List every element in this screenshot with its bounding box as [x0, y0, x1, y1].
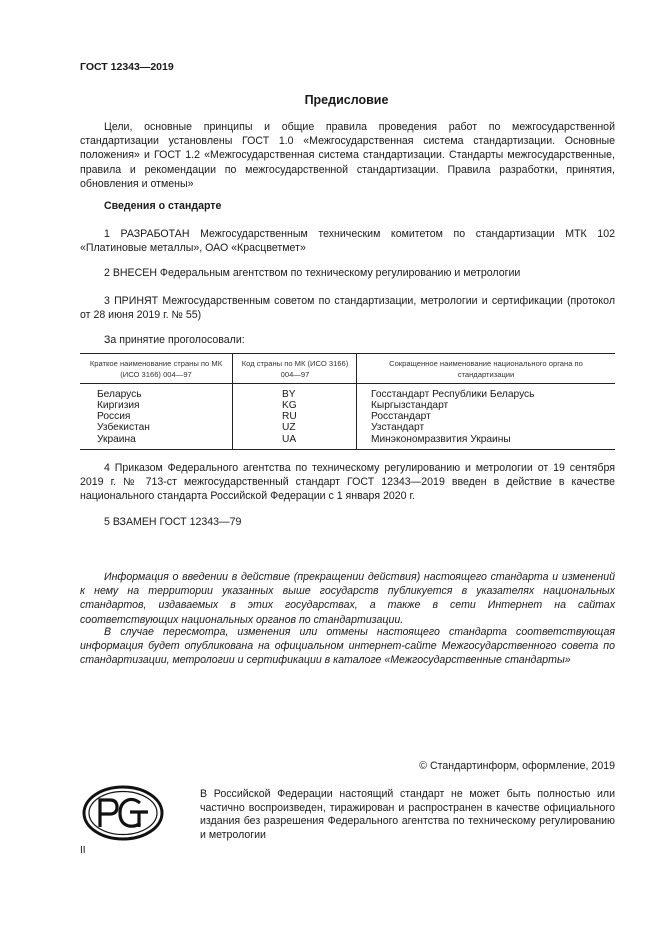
rst-logo-icon: [82, 785, 164, 841]
table-cell-authority: Росстандарт: [371, 411, 431, 422]
item-4: [80, 461, 615, 504]
table-header-country: Краткое наименование страны по МК (ИСО 3166) 004—97: [89, 359, 223, 379]
note-2: [80, 625, 615, 668]
table-cell-country: Узбекистан: [97, 422, 150, 433]
voted-label: [80, 333, 615, 347]
table-cell-country: Беларусь: [97, 389, 142, 400]
info-heading: [80, 199, 615, 213]
table-header-code: Код страны по МК (ИСО 3166) 004—97: [241, 359, 349, 379]
page-number: II: [80, 845, 86, 856]
table-cell-authority: Минэкономразвития Украины: [371, 434, 511, 445]
table-cell-country: Киргизия: [97, 400, 140, 411]
item-5: [80, 515, 615, 529]
table-cell-code: KG: [282, 400, 297, 411]
intro-paragraph: [80, 120, 615, 191]
table-cell-country: Россия: [97, 411, 131, 422]
footer-notice-text: В Российской Федерации настоящий стандарт не может быть полностью или частично воспроизведен, тиражирован и распространен в качестве официального издания без разрешения Федерального агентства по техническому регулированию и метрологии: [200, 788, 615, 841]
table-top-border: [80, 353, 615, 354]
item-1: [80, 227, 615, 255]
table-cell-code: RU: [282, 411, 297, 422]
table-cell-code: BY: [282, 389, 296, 400]
note-1-text: Информация о введении в действие (прекращении действия) настоящего стандарта и изменений к нему на территории указанных выше государств публикуется в указателях национальных стандартов, издаваемых в этих государствах, а также в сети Интернет на сайтах соответствующих национальных органов по стандартизации.: [80, 571, 615, 626]
table-col-divider-2: [356, 353, 357, 449]
note-2-text: В случае пересмотра, изменения или отмены настоящего стандарта соответствующая информация будет опубликована на официальном интернет-сайте Межгосударственного совета по стандартизации, метрологии и сертификации в каталоге «Межгосударственные стандарты»: [80, 626, 615, 667]
table-header-authority: Сокращенное наименование национального органа по стандартизации: [389, 359, 583, 379]
voted-text: За принятие проголосовали:: [104, 334, 245, 346]
table-cell-code: UA: [282, 434, 297, 445]
table-cell-authority: Узстандарт: [371, 422, 425, 433]
item-3: [80, 294, 615, 322]
table-bottom-border: [80, 449, 615, 450]
item-4-text: 4 Приказом Федерального агентства по техническому регулированию и метрологии от 19 сентября 2019 г. № 713-ст межгосударственный стандарт ГОСТ 12343—2019 введен в действие в качестве национального стандарта Российской Федерации с 1 января 2020 г.: [80, 462, 615, 503]
item-1-text: 1 РАЗРАБОТАН Межгосударственным техническим комитетом по стандартизации МТК 102 «Платиновые металлы», ОАО «Красцветмет»: [80, 228, 615, 255]
page-title: Предисловие: [304, 93, 389, 107]
copyright: © Стандартинформ, оформление, 2019: [419, 760, 615, 772]
table-cell-authority: Кыргызстандарт: [371, 400, 449, 411]
intro-text: Цели, основные принципы и общие правила проведения работ по межгосударственной стандартизации установлены ГОСТ 1.0 «Межгосударственная система стандартизации. Основные положения» и ГОСТ 1.2 «Межгосударственная система стандартизации. Стандарты межгосударственные, правила и рекомендации по межгосударственной стандартизации. Правила разработки, принятия, обновления и отмены»: [80, 121, 615, 190]
item-3-text: 3 ПРИНЯТ Межгосударственным советом по стандартизации, метрологии и сертификации (протокол от 28 июня 2019 г. № 55): [80, 295, 615, 322]
info-heading-text: Сведения о стандарте: [104, 200, 222, 212]
footer-notice: [200, 788, 615, 842]
table-cell-code: UZ: [282, 422, 296, 433]
item-2-text: 2 ВНЕСЕН Федеральным агентством по техническому регулированию и метрологии: [104, 267, 521, 279]
item-5-text: 5 ВЗАМЕН ГОСТ 12343—79: [104, 516, 242, 528]
table-cell-country: Украина: [97, 434, 136, 445]
table-header-border: [80, 383, 615, 384]
rst-logo: [82, 785, 164, 841]
document-header: ГОСТ 12343—2019: [80, 61, 174, 73]
table-col-divider-1: [232, 353, 233, 449]
note-1: [80, 570, 615, 627]
table-cell-authority: Госстандарт Республики Беларусь: [371, 389, 535, 400]
item-2: [80, 266, 615, 280]
